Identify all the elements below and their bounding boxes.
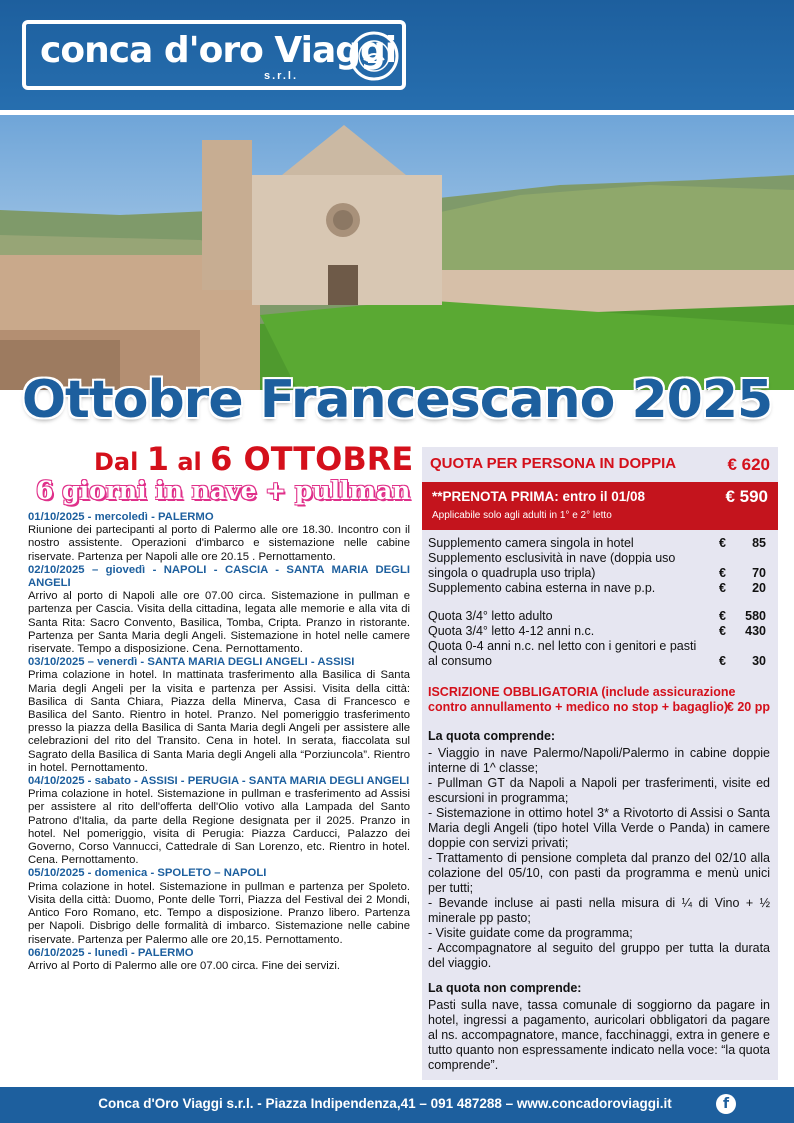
quotas-list (428, 609, 768, 669)
supplement-label: Supplemento cabina esterna in nave p.p. (428, 581, 656, 595)
day-text: Prima colazione in hotel. In mattinata trasferimento alla Basilica di Santa Maria degli Angeli per la visita e partenza per Assisi. Visita della città: Basilica di Santa Chiara, Piazza della Minerva, Casa di Francesco e Basilica del Santo. Rientro in hotel. Pranzo. Nel pomeriggio trasferimento presso la piazza della Basilica di Santa Maria degli Angeli per assistere alle celebrazioni del rito del Transito. Cena in hotel. In serata, fiaccolata sul Sagrato della Basilica di Santa Maria degli Angeli alla “Porziuncola”. Rientro in hotel. Pernottamento. (28, 669, 410, 774)
footer-bar (0, 1087, 794, 1123)
includes-item: - Bevande incluse ai pasti nella misura di ¼ di Vino + ½ minerale pp pasto; (428, 896, 770, 925)
dates-prefix: Dal (94, 448, 139, 476)
brand-srl: s.r.l. (264, 70, 299, 82)
brand-logo[interactable] (22, 20, 406, 90)
includes-item: - Visite guidate come da programma; (428, 926, 633, 940)
quota-item-label: Quota 3/4° letto 4-12 anni n.c. (428, 624, 595, 638)
excludes-title: La quota non comprende: (428, 981, 582, 995)
supplement-row (428, 581, 768, 596)
day-text: Prima colazione in hotel. Sistemazione in pullman e trasferimento ad Assisi per assistere al rito dell'offerta dell'Olio votivo alla Lampada del Santo Patrono d'Italia, da parte della Regione designata per il 2025. Pranzo in hotel. Nel pomeriggio, visita di Perugia: Piazza Carducci, Palazzo dei Governo, Corso Vannucci, Cattedrale di San Lorenzo, etc. Rientro in hotel. Cena. Pernottamento. (28, 788, 410, 867)
excludes-section (428, 981, 770, 1073)
quota-label: QUOTA PER PERSONA IN DOPPIA (430, 455, 677, 472)
dates-mid: al (177, 448, 202, 476)
day-heading: 04/10/2025 - sabato - ASSISI - PERUGIA - SANTA MARIA DEGLI ANGELI (28, 775, 410, 788)
footer-contact[interactable]: Conca d'Oro Viaggi s.r.l. - Piazza Indipendenza,41 – 091 487288 – www.concadoroviaggi.it (98, 1096, 672, 1111)
day-text: Prima colazione in hotel. Sistemazione in pullman e partenza per Spoleto. Visita della città: Duomo, Ponte delle Torri, Piazza del Festival dei 2 Mondi, Antico Foro Romano, etc. Tempo a disposizione. Pranzo libero. Partenza per Napoli. Disbrigo delle formalità di imbarco. Sistemazione nelle cabine riservate. Partenza per Palermo alle ore 20,15. Pernottamento. (28, 880, 410, 946)
travel-dates (94, 440, 413, 478)
day-heading: 02/10/2025 – giovedì - NAPOLI - CASCIA - SANTA MARIA DEGLI ANGELI (28, 563, 410, 590)
day-heading: 05/10/2025 - domenica - SPOLETO – NAPOLI (28, 867, 267, 880)
includes-item: - Pullman GT da Napoli a Napoli per trasferimenti, visite ed escursioni in programma; (428, 776, 770, 805)
promo-note: Applicabile solo agli adulti in 1° e 2° letto (432, 510, 612, 521)
quota-item-value: 30 (752, 654, 766, 668)
includes-section (428, 729, 770, 971)
includes-item: - Trattamento di pensione completa dal pranzo del 02/10 alla colazione del 05/10, con pasti da programma e menù unici per tutti; (428, 851, 770, 895)
quota-item-row (428, 639, 768, 669)
trip-subtitle: 6 giorni in nave + pullman (36, 476, 411, 505)
day-text: Arrivo al porto di Napoli alle ore 07.00 circa. Sistemazione in pullman e partenza per Cascia. Visita della cittadina, legata alle memorie e alla vita di Santa Rita: Sacro Convento, Basilica, Tomba, Cripta. Pranzo in ristorante. Partenza per Santa Maria degli Angeli. Sistemazione in hotel nelle camere riservate. Tempo a disposizione. Cena. Pernottamento. (28, 590, 410, 656)
quota-item-row (428, 624, 768, 639)
supplement-row (428, 551, 768, 581)
promo-price: € 590 (725, 487, 768, 506)
facebook-icon[interactable]: f (716, 1094, 736, 1114)
itinerary-day (28, 775, 410, 867)
day-text: Arrivo al Porto di Palermo alle ore 07.00 circa. Fine dei servizi. (28, 959, 341, 972)
dates-from: 1 (146, 440, 169, 478)
supplement-value: 20 (752, 581, 766, 595)
currency-symbol: € (719, 654, 726, 668)
currency-symbol: € (719, 536, 726, 550)
supplement-value: 70 (752, 566, 766, 580)
currency-symbol: € (719, 581, 726, 595)
dates-to: 6 OTTOBRE (210, 440, 414, 478)
basilica-photo (0, 110, 794, 390)
supplement-row (428, 536, 768, 551)
day-heading: 03/10/2025 – venerdì - SANTA MARIA DEGLI ANGELI - ASSISI (28, 656, 355, 669)
day-heading: 06/10/2025 - lunedì - PALERMO (28, 946, 194, 959)
includes-item: - Sistemazione in ottimo hotel 3* a Rivotorto di Assisi o Santa Maria degli Angeli (tipo hotel Villa Verde o Panda) in camere doppie con servizi privati; (428, 806, 770, 850)
seal-icon (348, 30, 400, 82)
quota-item-value: 580 (745, 609, 766, 623)
quota-item-value: 430 (745, 624, 766, 638)
currency-symbol: € (719, 566, 726, 580)
includes-item: - Viaggio in nave Palermo/Napoli/Palermo in cabine doppie interne di 1^ classe; (428, 746, 770, 775)
includes-title: La quota comprende: (428, 729, 556, 743)
excludes-text: Pasti sulla nave, tassa comunale di soggiorno da pagare in hotel, ingressi a pagamento, auricolari obbligatori da pagare al ns. accompagnatore, mance, facchinaggi, extra in genere e tutto quanto non espressamente indicato nella voce: “la quota comprende”. (428, 998, 770, 1072)
day-text: Riunione dei partecipanti al porto di Palermo alle ore 18.30. Incontro con il nostro assistente. Operazioni d'imbarco e sistemazione nelle cabine riservate. Partenza per Napoli alle ore 20.15 . Pernottamento. (28, 524, 410, 563)
itinerary-day (28, 511, 410, 564)
itinerary-day (28, 867, 410, 946)
mandatory-registration (428, 685, 770, 715)
itinerary (28, 511, 410, 973)
registration-price: € 20 pp (726, 700, 770, 714)
supplement-value: 85 (752, 536, 766, 550)
quota-row (430, 455, 770, 472)
supplement-label: Supplemento esclusività in nave (doppia uso singola o quadrupla uso tripla) (428, 551, 676, 580)
itinerary-day (28, 656, 410, 775)
day-heading: 01/10/2025 - mercoledì - PALERMO (28, 511, 214, 523)
supplements-list (428, 536, 768, 596)
supplement-label: Supplemento camera singola in hotel (428, 536, 634, 550)
itinerary-day (28, 947, 410, 973)
registration-text: ISCRIZIONE OBBLIGATORIA (include assicurazione contro annullamento + medico no stop + bagaglio) (428, 685, 736, 714)
itinerary-day (28, 564, 410, 656)
quota-item-label: Quota 0-4 anni n.c. nel letto con i genitori e pasti al consumo (428, 639, 697, 668)
brand-name: conca d'oro Viaggi (40, 30, 397, 71)
includes-item: - Accompagnatore al seguito del gruppo per tutta la durata del viaggio. (428, 941, 770, 970)
quota-item-row (428, 609, 768, 624)
quota-item-label: Quota 3/4° letto adulto (428, 609, 553, 623)
currency-symbol: € (719, 609, 726, 623)
promo-title: **PRENOTA PRIMA: entro il 01/08 (432, 489, 646, 504)
currency-symbol: € (719, 624, 726, 638)
quota-price: € 620 (727, 455, 770, 474)
page-title: Ottobre Francescano 2025 (21, 370, 773, 430)
early-booking-banner (422, 482, 778, 530)
pricing-panel (422, 447, 778, 1080)
